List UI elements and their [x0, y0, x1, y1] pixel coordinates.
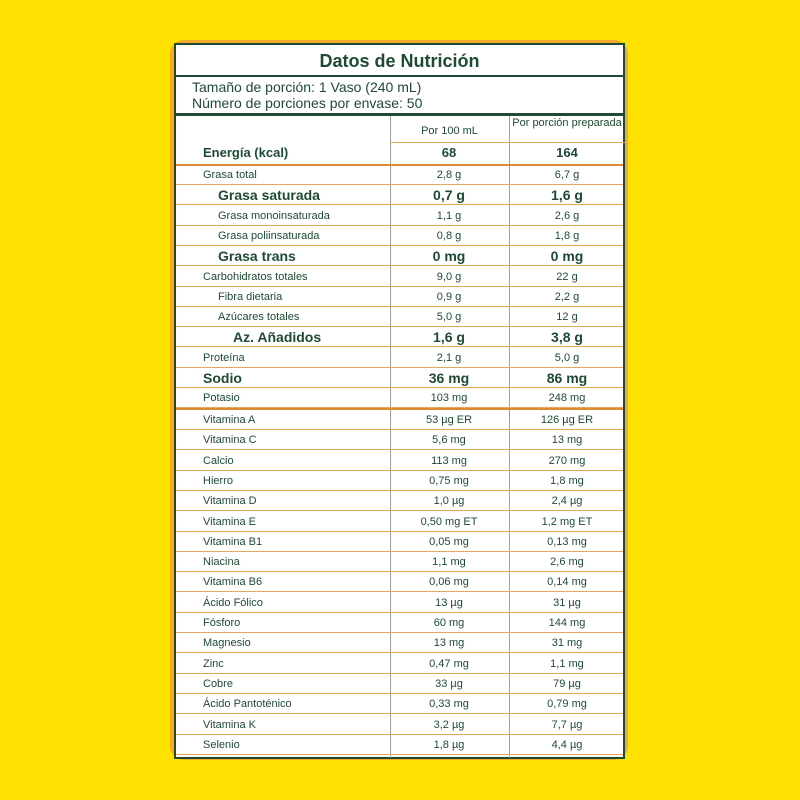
value-per-serving: 0,79 mg: [547, 698, 587, 711]
serving-size: Tamaño de porción: 1 Vaso (240 mL): [192, 79, 422, 95]
table-row: [176, 206, 623, 226]
nutrient-name: Potasio: [203, 392, 240, 405]
value-per-serving: 1,2 mg ET: [541, 515, 593, 528]
nutrient-name: Vitamina C: [203, 434, 257, 447]
value-per-100: 13 mg: [433, 637, 465, 650]
value-per-100: 33 µg: [435, 677, 463, 690]
nutrient-name: Niacina: [203, 556, 240, 569]
value-per-100: 1,8 µg: [433, 738, 465, 751]
value-per-serving: 270 mg: [548, 454, 586, 467]
nutrient-name: Az. Añadidos: [233, 329, 322, 346]
nutrient-name: Fósforo: [203, 617, 241, 629]
value-per-100: 0,05 mg: [429, 535, 469, 548]
table-row: [176, 593, 623, 613]
value-per-100: 0,50 mg ET: [420, 515, 478, 528]
nutrient-name: Selenio: [203, 738, 240, 751]
value-per-serving: 22 g: [556, 270, 578, 283]
value-per-serving: 144 mg: [548, 617, 586, 629]
nutrient-name: Sodio: [203, 370, 242, 386]
nutrient-name: Carbohidratos totales: [203, 270, 308, 283]
value-per-100: 3,2 µg: [433, 718, 465, 731]
nutrient-name: Zinc: [203, 657, 224, 670]
value-per-serving: 1,6 g: [551, 187, 583, 204]
value-per-100: 1,6 g: [433, 329, 465, 346]
value-per-100: 53 µg ER: [425, 414, 473, 426]
nutrient-name: Calcio: [203, 454, 234, 467]
table-row: [176, 410, 623, 430]
col-header-per-serving: Por porción preparada: [512, 117, 622, 129]
energy-row: [176, 143, 623, 165]
nutrient-name: Vitamina B6: [203, 576, 263, 589]
table-row: [176, 532, 623, 552]
value-per-100: 5,6 mg: [432, 434, 466, 447]
table-row: [176, 348, 623, 368]
value-per-100: 103 mg: [430, 392, 468, 405]
value-per-serving: 86 mg: [546, 370, 588, 386]
table-row: [176, 307, 623, 327]
value-per-serving: 0,13 mg: [547, 535, 587, 548]
value-per-serving: 5,0 g: [554, 351, 580, 364]
value-per-serving: 0,14 mg: [547, 576, 587, 589]
value-per-100: 0,8 g: [436, 229, 462, 242]
nutrient-name: Grasa poliinsaturada: [218, 229, 320, 242]
nutrient-name: Hierro: [203, 474, 233, 487]
value-per-100: 113 mg: [431, 454, 467, 467]
value-per-serving: 2,6 mg: [550, 556, 584, 569]
table-row: [176, 654, 623, 674]
table-row: [176, 715, 623, 735]
nutrient-name: Cobre: [203, 677, 233, 690]
table-row: [176, 471, 623, 491]
table-row: [176, 368, 623, 388]
value-per-serving: 1,8 g: [554, 229, 580, 242]
value-per-100: 0,75 mg: [429, 474, 469, 487]
table-row: [176, 165, 623, 185]
value-per-serving: 2,2 g: [554, 290, 580, 303]
table-row: [176, 267, 623, 287]
value-per-100: 5,0 g: [436, 311, 462, 324]
energy-label: Energía (kcal): [203, 145, 289, 160]
nutrient-name: Azúcares totales: [218, 311, 300, 324]
value-per-serving: 248 mg: [548, 392, 586, 405]
nutrient-name: Grasa monoinsaturada: [218, 209, 330, 222]
value-per-100: 0,33 mg: [429, 698, 469, 711]
value-per-100: 0 mg: [432, 248, 466, 265]
label-title: Datos de Nutrición: [319, 51, 480, 71]
table-row: [176, 246, 623, 266]
value-per-serving: 79 µg: [553, 677, 581, 690]
table-row: [176, 735, 623, 755]
table-row: [176, 572, 623, 592]
table-row: [176, 613, 623, 633]
table-row: [176, 674, 623, 694]
nutrient-name: Vitamina B1: [203, 535, 263, 548]
table-row: [176, 327, 623, 347]
value-per-serving: 4,4 µg: [551, 738, 583, 751]
header-rule: [176, 113, 623, 116]
nutrient-name: Ácido Pantoténico: [203, 698, 292, 711]
nutrient-name: Grasa trans: [218, 248, 296, 265]
value-per-100: 1,1 mg: [432, 556, 466, 569]
table-row: [176, 512, 623, 532]
nutrient-name: Proteína: [203, 351, 245, 364]
value-per-100: 36 mg: [428, 370, 470, 386]
value-per-100: 13 µg: [435, 596, 463, 609]
value-per-serving: 31 mg: [551, 637, 583, 650]
table-row: [176, 552, 623, 572]
value-per-serving: 126 µg ER: [540, 414, 594, 426]
energy-per-serving: 164: [556, 145, 578, 160]
table-row: [176, 633, 623, 653]
value-per-100: 2,1 g: [436, 351, 462, 364]
value-per-serving: 1,8 mg: [550, 474, 584, 487]
nutrient-name: Vitamina D: [203, 495, 257, 508]
nutrient-name: Magnesio: [203, 637, 251, 650]
nutrient-name: Fibra dietaria: [218, 290, 283, 303]
value-per-serving: 31 µg: [553, 596, 581, 609]
nutrition-label: [174, 43, 625, 759]
table-row: [176, 185, 623, 205]
nutrient-name: Ácido Fólico: [203, 596, 263, 609]
table-row: [176, 694, 623, 714]
table-row: [176, 388, 623, 408]
col-header-per-100: Por 100 mL: [421, 125, 478, 137]
value-per-serving: 2,4 µg: [551, 495, 583, 508]
value-per-100: 2,8 g: [436, 169, 462, 181]
nutrient-name: Vitamina A: [203, 414, 256, 426]
value-per-serving: 6,7 g: [554, 169, 580, 181]
table-row: [176, 287, 623, 307]
value-per-100: 1,0 µg: [433, 495, 465, 508]
table-row: [176, 430, 623, 450]
value-per-100: 0,47 mg: [429, 657, 469, 670]
value-per-serving: 1,1 mg: [550, 657, 584, 670]
table-row: [176, 451, 623, 471]
value-per-serving: 0 mg: [550, 248, 584, 265]
nutrient-name: Vitamina E: [203, 515, 256, 528]
value-per-100: 0,9 g: [436, 290, 462, 303]
energy-per-100: 68: [441, 145, 457, 160]
nutrient-name: Vitamina K: [203, 718, 256, 731]
value-per-serving: 13 mg: [551, 434, 583, 447]
value-per-serving: 12 g: [556, 311, 578, 324]
value-per-100: 0,06 mg: [429, 576, 469, 589]
nutrient-name: Grasa total: [203, 169, 257, 181]
servings-per-container: Número de porciones por envase: 50: [192, 95, 423, 111]
value-per-100: 9,0 g: [436, 270, 462, 283]
table-row: [176, 491, 623, 511]
table-row: [176, 226, 623, 246]
value-per-100: 0,7 g: [433, 187, 465, 204]
value-per-100: 60 mg: [433, 617, 465, 629]
value-per-serving: 3,8 g: [551, 329, 583, 346]
value-per-serving: 7,7 µg: [551, 718, 583, 731]
title-divider: [176, 75, 623, 77]
value-per-100: 1,1 g: [436, 209, 462, 222]
value-per-serving: 2,6 g: [554, 209, 580, 222]
nutrient-name: Grasa saturada: [218, 187, 320, 204]
